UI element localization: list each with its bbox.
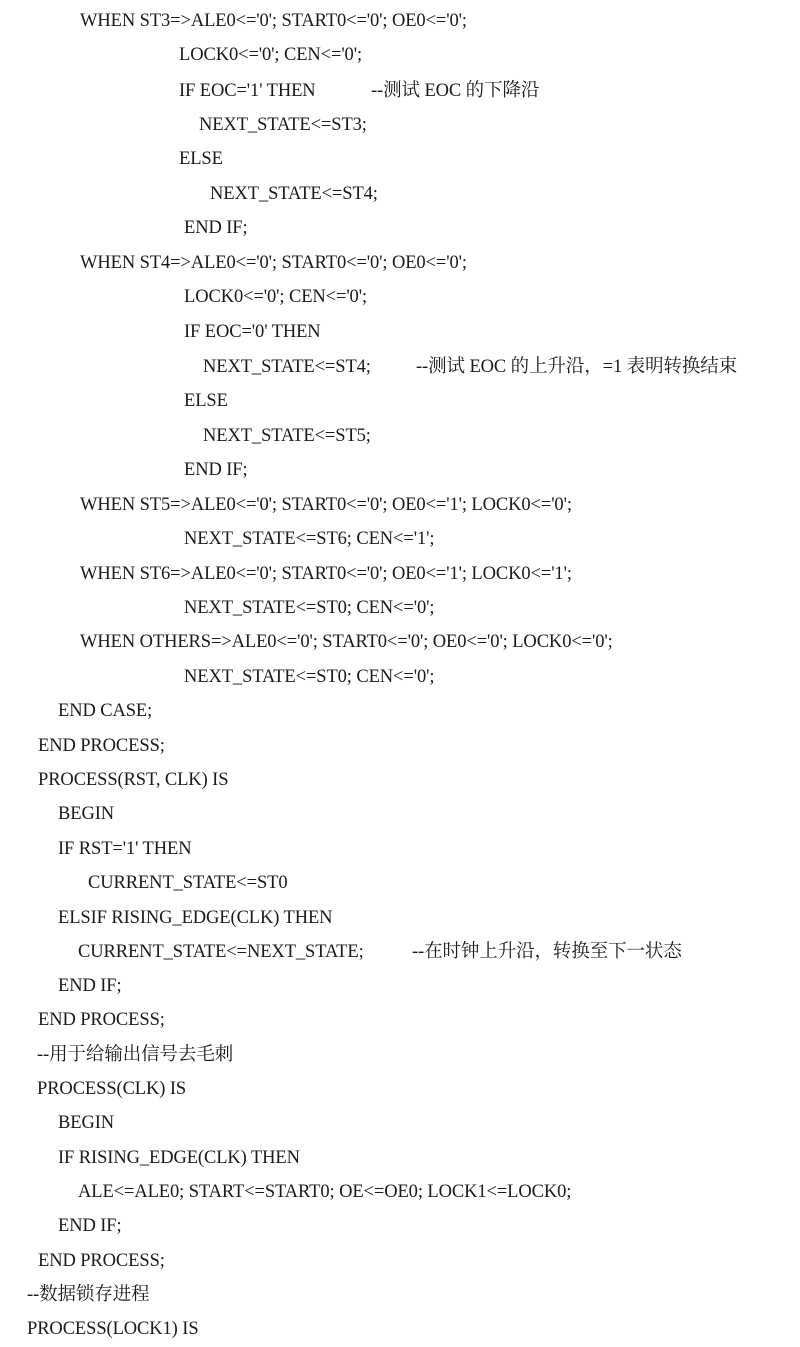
code-line: NEXT_STATE<=ST5; (203, 426, 371, 446)
code-line: NEXT_STATE<=ST0; CEN<='0'; (184, 667, 435, 687)
code-line: ELSE (184, 391, 228, 411)
code-line: END IF; (58, 1216, 122, 1236)
code-line: END PROCESS; (38, 1010, 165, 1030)
code-line: IF RISING_EDGE(CLK) THEN (58, 1148, 300, 1168)
code-line: WHEN ST6=>ALE0<='0'; START0<='0'; OE0<='1'; LOCK0<='1'; (80, 564, 572, 584)
code-line: NEXT_STATE<=ST6; CEN<='1'; (184, 529, 435, 549)
code-comment: --在时钟上升沿，转换至下一状态 (412, 942, 682, 962)
code-line: END IF; (58, 976, 122, 996)
code-line: NEXT_STATE<=ST4; (210, 184, 378, 204)
code-line: CURRENT_STATE<=ST0 (88, 873, 288, 893)
code-line: END CASE; (58, 701, 153, 721)
code-line: END IF; (184, 460, 248, 480)
code-line: WHEN ST3=>ALE0<='0'; START0<='0'; OE0<='0'; (80, 11, 467, 31)
code-line: IF RST='1' THEN (58, 839, 192, 859)
code-line: IF EOC='0' THEN (184, 322, 321, 342)
code-line: --数据锁存进程 (27, 1285, 150, 1305)
code-line: NEXT_STATE<=ST0; CEN<='0'; (184, 598, 435, 618)
code-line: --用于给输出信号去毛刺 (37, 1045, 234, 1065)
code-line: END PROCESS; (38, 1251, 165, 1271)
code-line: PROCESS(LOCK1) IS (27, 1319, 199, 1339)
code-line: NEXT_STATE<=ST3; (199, 115, 367, 135)
code-line: END IF; (184, 218, 248, 238)
code-line: CURRENT_STATE<=NEXT_STATE; --在时钟上升沿，转换至下一状态 (78, 942, 682, 962)
code-line: PROCESS(RST, CLK) IS (38, 770, 229, 790)
code-line: BEGIN (58, 1113, 115, 1133)
code-comment: --测试 EOC 的下降沿 (371, 81, 540, 101)
code-line: IF EOC='1' THEN --测试 EOC 的下降沿 (179, 81, 540, 101)
code-line: ALE<=ALE0; START<=START0; OE<=OE0; LOCK1<=LOCK0; (78, 1182, 572, 1202)
code-line: ELSIF RISING_EDGE(CLK) THEN (58, 908, 333, 928)
code-line: WHEN ST4=>ALE0<='0'; START0<='0'; OE0<='0'; (80, 253, 467, 273)
code-line: WHEN ST5=>ALE0<='0'; START0<='0'; OE0<='1'; LOCK0<='0'; (80, 495, 572, 515)
code-line: ELSE (179, 149, 223, 169)
code-line: BEGIN (58, 804, 115, 824)
code-line: END PROCESS; (38, 736, 165, 756)
code-line: WHEN OTHERS=>ALE0<='0'; START0<='0'; OE0<='0'; LOCK0<='0'; (80, 632, 613, 652)
code-line: NEXT_STATE<=ST4; --测试 EOC 的上升沿，=1 表明转换结束 (203, 357, 738, 377)
code-line: LOCK0<='0'; CEN<='0'; (179, 45, 362, 65)
code-line: PROCESS(CLK) IS (37, 1079, 187, 1099)
code-comment: --测试 EOC 的上升沿，=1 表明转换结束 (416, 357, 738, 377)
code-line: LOCK0<='0'; CEN<='0'; (184, 287, 367, 307)
